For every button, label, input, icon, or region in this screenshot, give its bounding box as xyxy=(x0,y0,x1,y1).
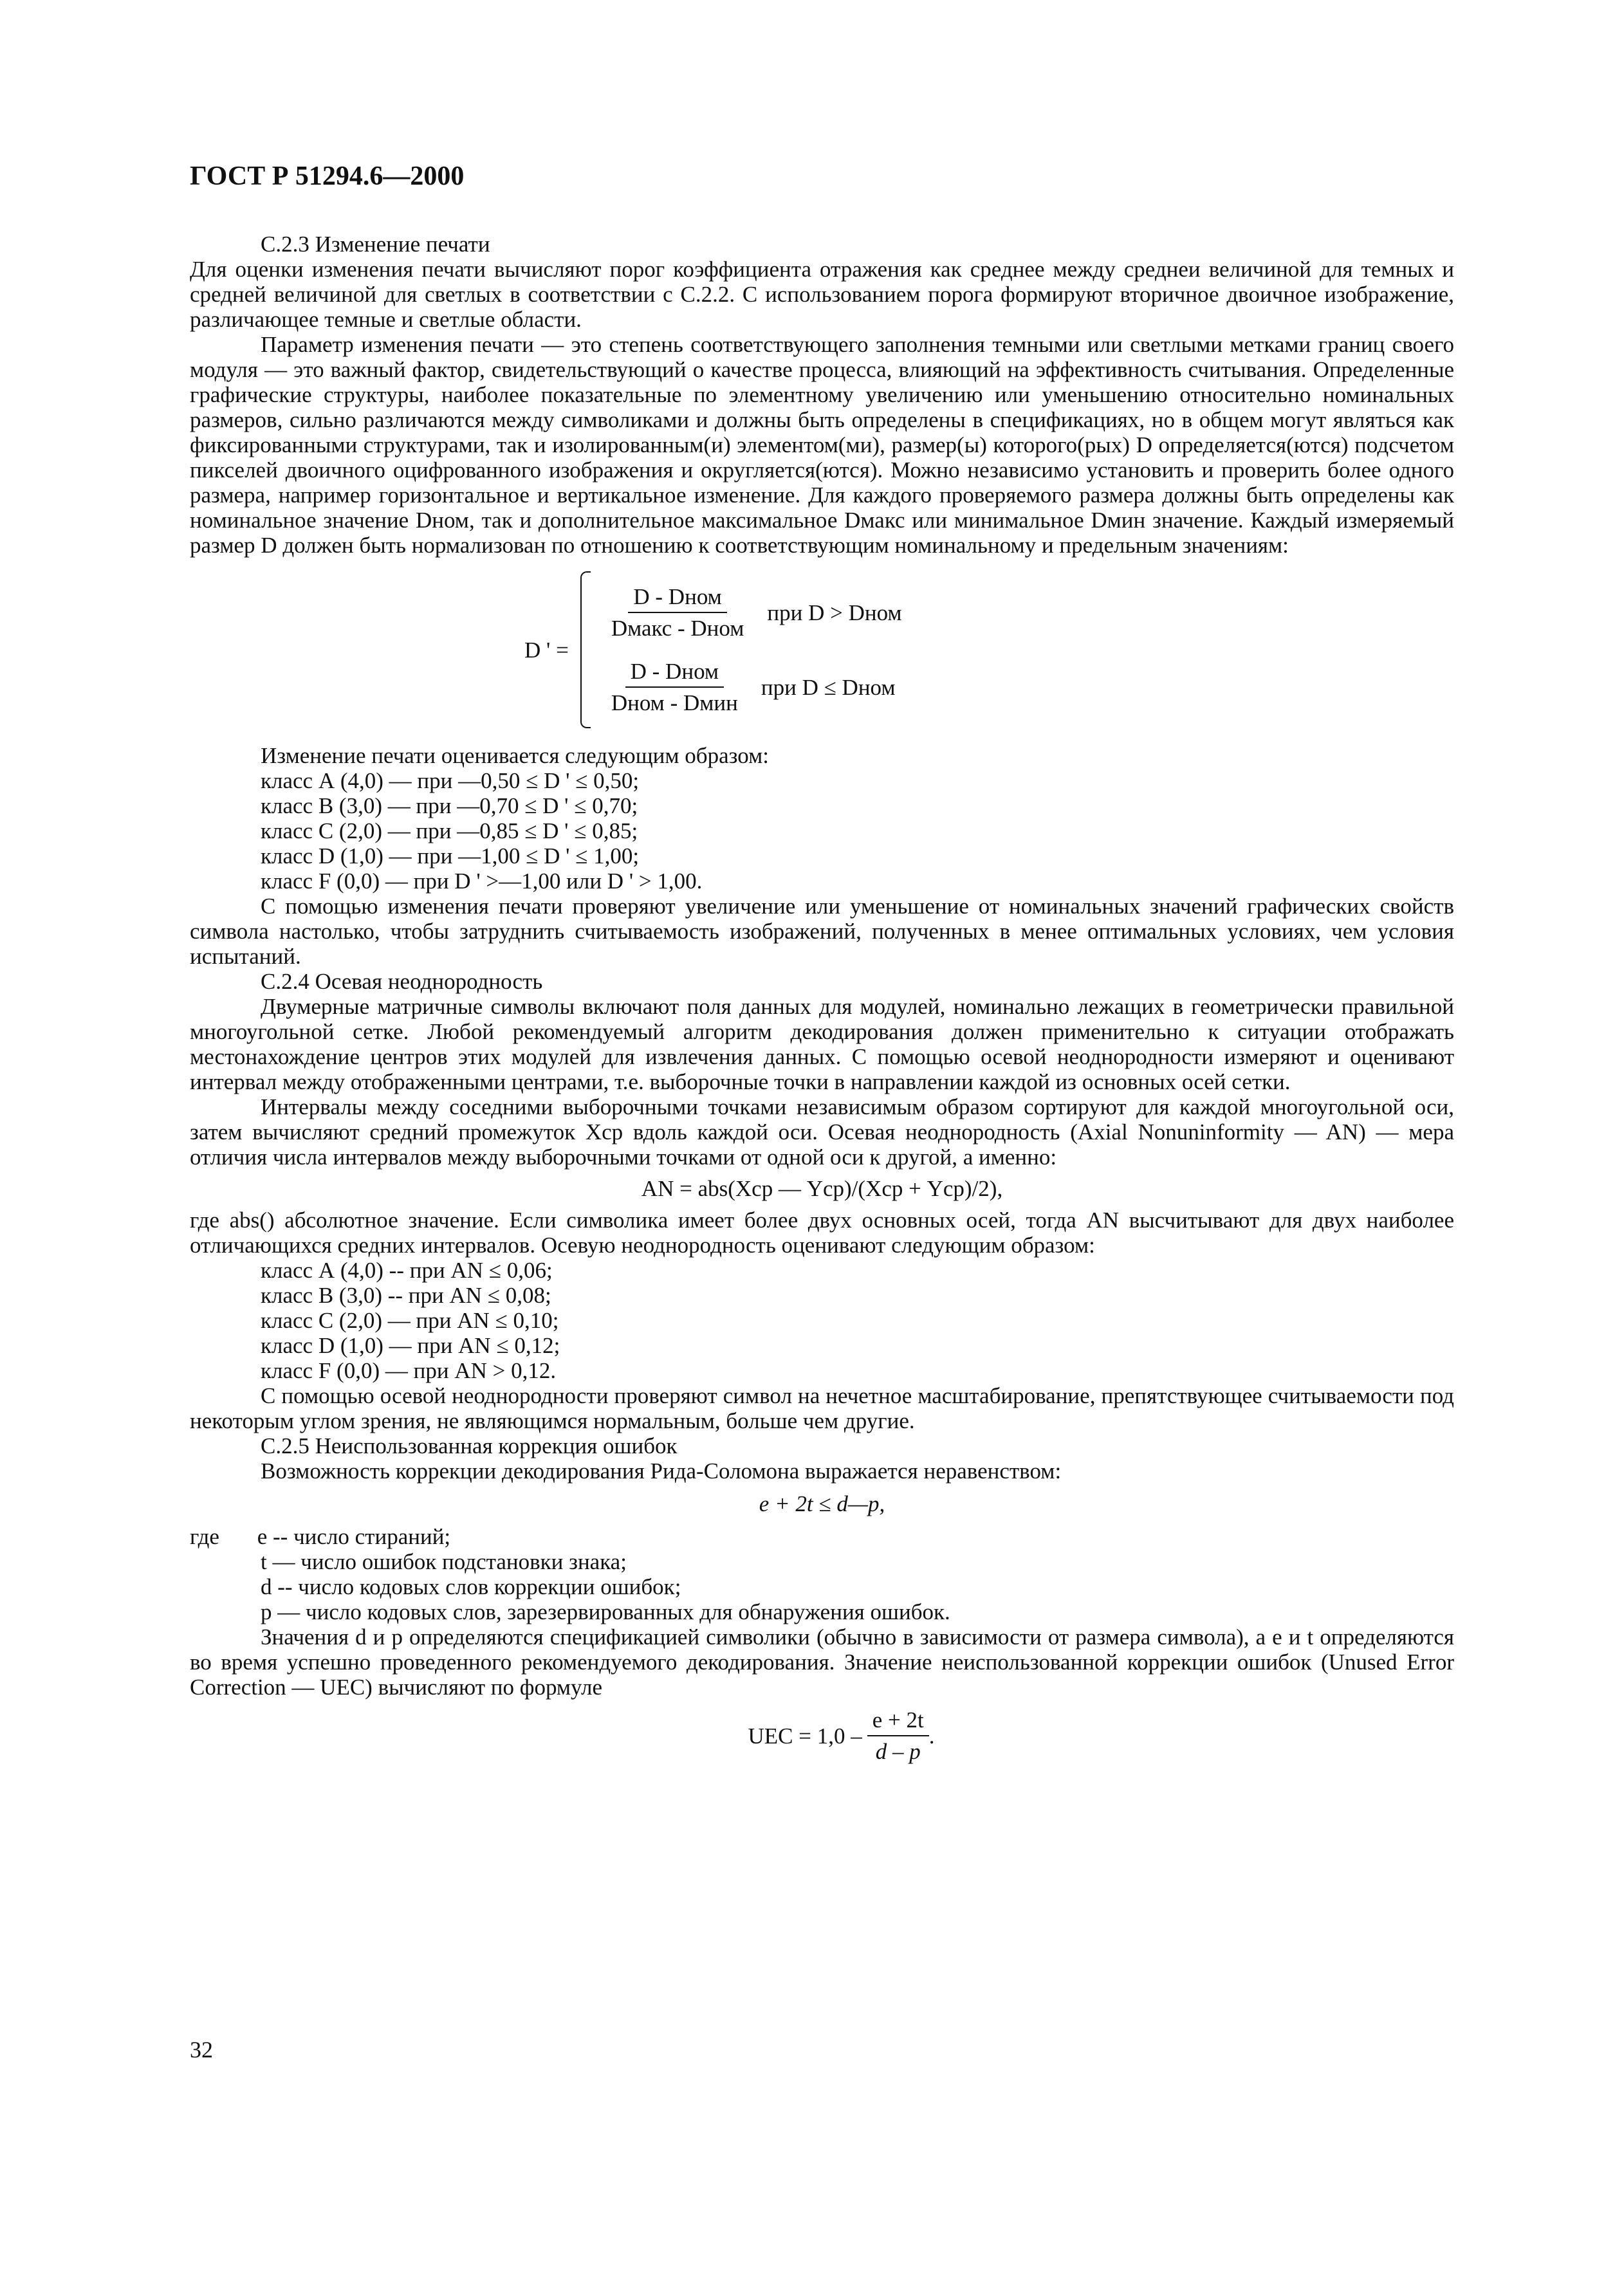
fraction-numerator: e + 2t xyxy=(867,1707,929,1736)
section-heading-c24: С.2.4 Осевая неоднородность xyxy=(261,969,543,994)
paragraph: Возможность коррекции декодирования Рида-Соломона выражается неравенством: xyxy=(261,1458,1062,1484)
uec-lhs: UEC = 1,0 – xyxy=(748,1723,862,1749)
definition-item: t — число ошибок подстановки знака; xyxy=(261,1549,627,1574)
paragraph: Интервалы между соседними выборочными точками независимым образом сортируют для каждой многоугольной оси, затем вычисляют средний промежуток Xср вдоль каждой оси. Осевая неоднородность (Axial Nonuninformity — AN) — мера отличия числа интервалов между выборочными точками от одной оси к другой, а именно: xyxy=(190,1094,1454,1170)
class-item: класс В (3,0) -- при AN ≤ 0,08; xyxy=(261,1283,551,1308)
class-item: класс С (2,0) — при AN ≤ 0,10; xyxy=(261,1308,559,1333)
case-condition: при D ≤ Dном xyxy=(761,674,896,700)
an-formula: AN = abs(Xср — Yср)/(Xср + Yср)/2), xyxy=(641,1176,1003,1201)
section-heading-c23: С.2.3 Изменение печати xyxy=(261,232,490,257)
formula-case xyxy=(606,659,902,715)
class-item: класс С (2,0) — при —0,85 ≤ D ' ≤ 0,85; xyxy=(261,818,638,843)
fraction-denominator: Dмакс - Dном xyxy=(611,616,744,641)
paragraph: Для оценки изменения печати вычисляют порог коэффициента отражения как среднее между среднеи величиной для темных и средней величиной для светлых в соответствии с С.2.2. С использованием порога формируют вторичное двоичное изображение, различающее темные и светлые области. xyxy=(190,257,1454,332)
where-label: где xyxy=(190,1524,219,1549)
class-item: класс А (4,0) -- при AN ≤ 0,06; xyxy=(261,1258,553,1283)
fraction xyxy=(867,1707,929,1764)
paragraph: Значения d и p определяются спецификацией символики (обычно в зависимости от размера символа), а e и t определяются во время успешно проведенного рекомендуемого декодирования. Значение неиспользованной коррекции ошибок (Unused Error Correction — UEC) вычисляют по формуле xyxy=(190,1624,1454,1700)
fraction-numerator: D - Dном xyxy=(628,584,726,613)
fraction xyxy=(606,584,750,641)
definition-item xyxy=(190,1524,1454,1549)
class-item: класс А (4,0) — при —0,50 ≤ D ' ≤ 0,50; xyxy=(261,768,640,793)
fraction-numerator: D - Dном xyxy=(625,659,724,688)
case-condition: при D > Dном xyxy=(767,600,902,625)
paragraph: Изменение печати оценивается следующим образом: xyxy=(261,743,769,768)
left-brace xyxy=(580,571,591,728)
paragraph: где abs() абсолютное значение. Если символика имеет более двух основных осей, тогда AN высчитывают для двух наиболее отличающихся средних интервалов. Осевую неоднородность оценивают следующим образом: xyxy=(190,1208,1454,1258)
definition-text: e -- число стираний; xyxy=(257,1524,451,1549)
paragraph: Двумерные матричные символы включают поля данных для модулей, номинально лежащих в геометрически правильной многоугольной сетке. Любой рекомендуемый алгоритм декодирования должен применительно к ситуации отображать местонахождение центров этих модулей для извлечения данных. С помощью осевой неоднородности измеряют и оценивают интервал между отображенными центрами, т.е. выборочные точки в направлении каждой из основных осей сетки. xyxy=(190,994,1454,1094)
fraction-denominator: Dном - Dмин xyxy=(611,690,738,715)
paragraph: С помощью изменения печати проверяют увеличение или уменьшение от номинальных значений графических свойств символа настолько, чтобы затруднить считываемость изображений, полученных в менее оптимальных условиях, чем условия испытаний. xyxy=(190,894,1454,969)
class-item: класс D (1,0) — при AN ≤ 0,12; xyxy=(261,1333,560,1358)
formula-case xyxy=(606,584,902,641)
page-number: 32 xyxy=(190,2037,213,2063)
document-header: ГОСТ Р 51294.6—2000 xyxy=(190,161,465,191)
uec-end: . xyxy=(928,1723,935,1749)
formula-cases xyxy=(606,584,902,715)
rs-inequality: e + 2t ≤ d—p, xyxy=(759,1491,885,1516)
fraction-denominator: d – p xyxy=(875,1739,921,1764)
class-item: класс F (0,0) — при AN > 0,12. xyxy=(261,1358,557,1383)
fraction xyxy=(606,659,743,715)
uec-formula xyxy=(228,1707,1454,1764)
formula-lhs: D ' = xyxy=(524,637,569,663)
class-item: класс F (0,0) — при D ' >—1,00 или D ' > 1,00. xyxy=(261,869,703,894)
document-body xyxy=(190,232,1454,1764)
section-heading-c25: С.2.5 Неиспользованная коррекция ошибок xyxy=(261,1433,678,1458)
paragraph: Параметр изменения печати — это степень соответствующего заполнения темными или светлыми метками границ своего модуля — это важный фактор, свидетельствующий о качестве процесса, влияющий на эффективность считывания. Определенные графические структуры, наиболее показательные по элементному увеличению или уменьшению относительно номинальных размеров, сильно различаются между символиками и должны быть определены в спецификациях, но в общем могут являться как фиксированными структурами, так и изолированным(и) элементом(ми), размер(ы) которого(рых) D определяется(ются) подсчетом пикселей двоичного оцифрованного изображения и округляется(ются). Можно независимо установить и проверить более одного размера, например горизонтальное и вертикальное изменение. Для каждого проверяемого размера должны быть определены как номинальное значение Dном, так и дополнительное максимальное Dмакс или минимальное Dмин значение. Каждый измеряемый размер D должен быть нормализован по отношению к соответствующим номинальному и предельным значениям: xyxy=(190,332,1454,558)
definition-item: d -- число кодовых слов коррекции ошибок; xyxy=(261,1574,681,1599)
normalization-formula xyxy=(524,563,1454,737)
paragraph: С помощью осевой неоднородности проверяют символ на нечетное масштабирование, препятствующее считываемости под некоторым углом зрения, не являющимся нормальным, больше чем другие. xyxy=(190,1383,1454,1433)
definition-item: p — число кодовых слов, зарезервированных для обнаружения ошибок. xyxy=(261,1599,950,1624)
class-item: класс D (1,0) — при —1,00 ≤ D ' ≤ 1,00; xyxy=(261,843,640,869)
class-item: класс В (3,0) — при —0,70 ≤ D ' ≤ 0,70; xyxy=(261,793,638,818)
